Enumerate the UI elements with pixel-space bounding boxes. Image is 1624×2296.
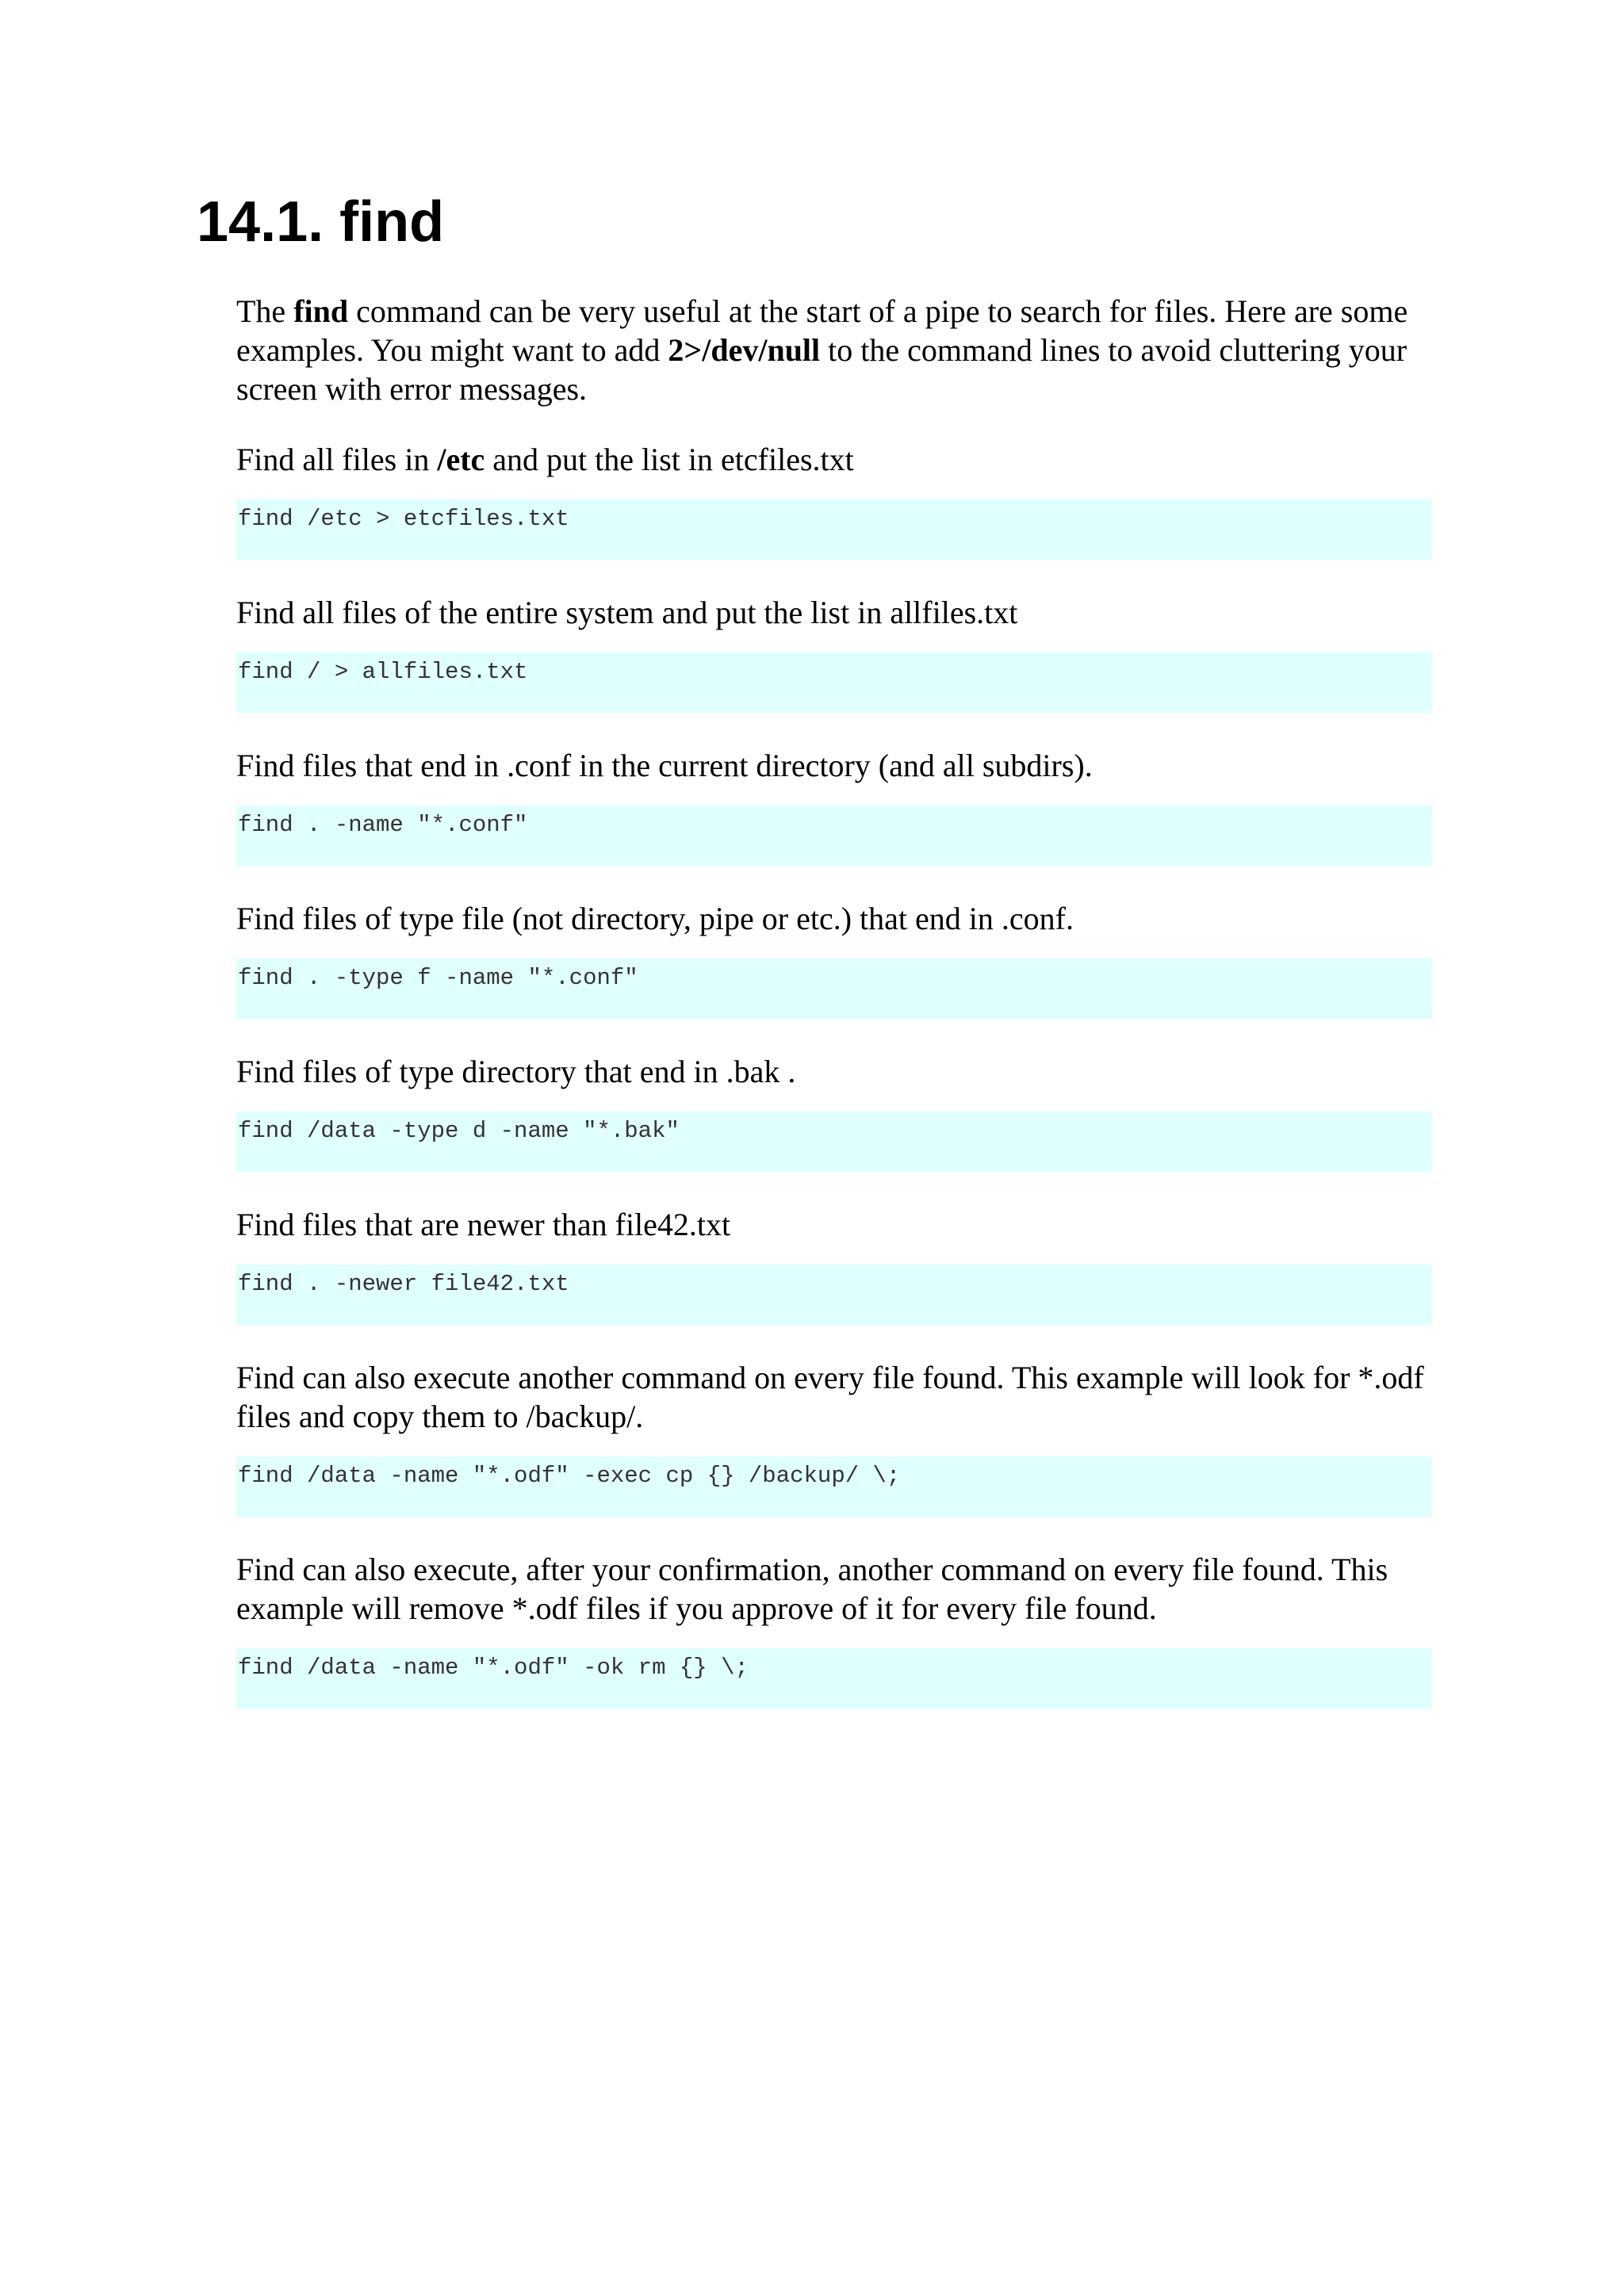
code-block-5: find . -newer file42.txt [236, 1265, 1432, 1325]
intro-paragraph: The find command can be very useful at the start of a pipe to search for files. Here are some examples. You might want to add 2>/dev/null to the command lines to avoid cluttering your screen with error messages. [236, 293, 1408, 407]
code-block-2: find . -name "*.conf" [236, 806, 1432, 866]
code-block-etc: find /etc > etcfiles.txt [236, 499, 1432, 560]
example-description-3: Find files of type file (not directory, pipe or etc.) that end in .conf. [236, 901, 1074, 936]
code-block-3: find . -type f -name "*.conf" [236, 959, 1432, 1019]
example-description-7: Find can also execute, after your confirmation, another command on every file found. This example will remove *.odf files if you approve of it for every file found. [236, 1552, 1388, 1626]
example-etc-description: Find all files in /etc and put the list in etcfiles.txt [236, 442, 854, 477]
example-description-6: Find can also execute another command on every file found. This example will look for *.odf files and copy them to /backup/. [236, 1360, 1424, 1434]
dev-null-bold: 2>/dev/null [668, 332, 821, 368]
section-title: 14.1. find [197, 190, 445, 254]
example-description-4: Find files of type directory that end in .bak . [236, 1054, 796, 1089]
code-block-6: find /data -name "*.odf" -exec cp {} /backup/ \; [236, 1456, 1432, 1517]
code-block-4: find /data -type d -name "*.bak" [236, 1112, 1432, 1172]
example-description-2: Find files that end in .conf in the current directory (and all subdirs). [236, 748, 1093, 783]
code-block-7: find /data -name "*.odf" -ok rm {} \; [236, 1648, 1432, 1709]
code-block-1: find / > allfiles.txt [236, 652, 1432, 713]
example-description-5: Find files that are newer than file42.txt [236, 1207, 731, 1242]
section-content [236, 292, 1432, 1709]
etc-path-bold: /etc [437, 442, 485, 477]
example-description-1: Find all files of the entire system and put the list in allfiles.txt [236, 595, 1018, 630]
command-name-bold: find [293, 293, 349, 329]
